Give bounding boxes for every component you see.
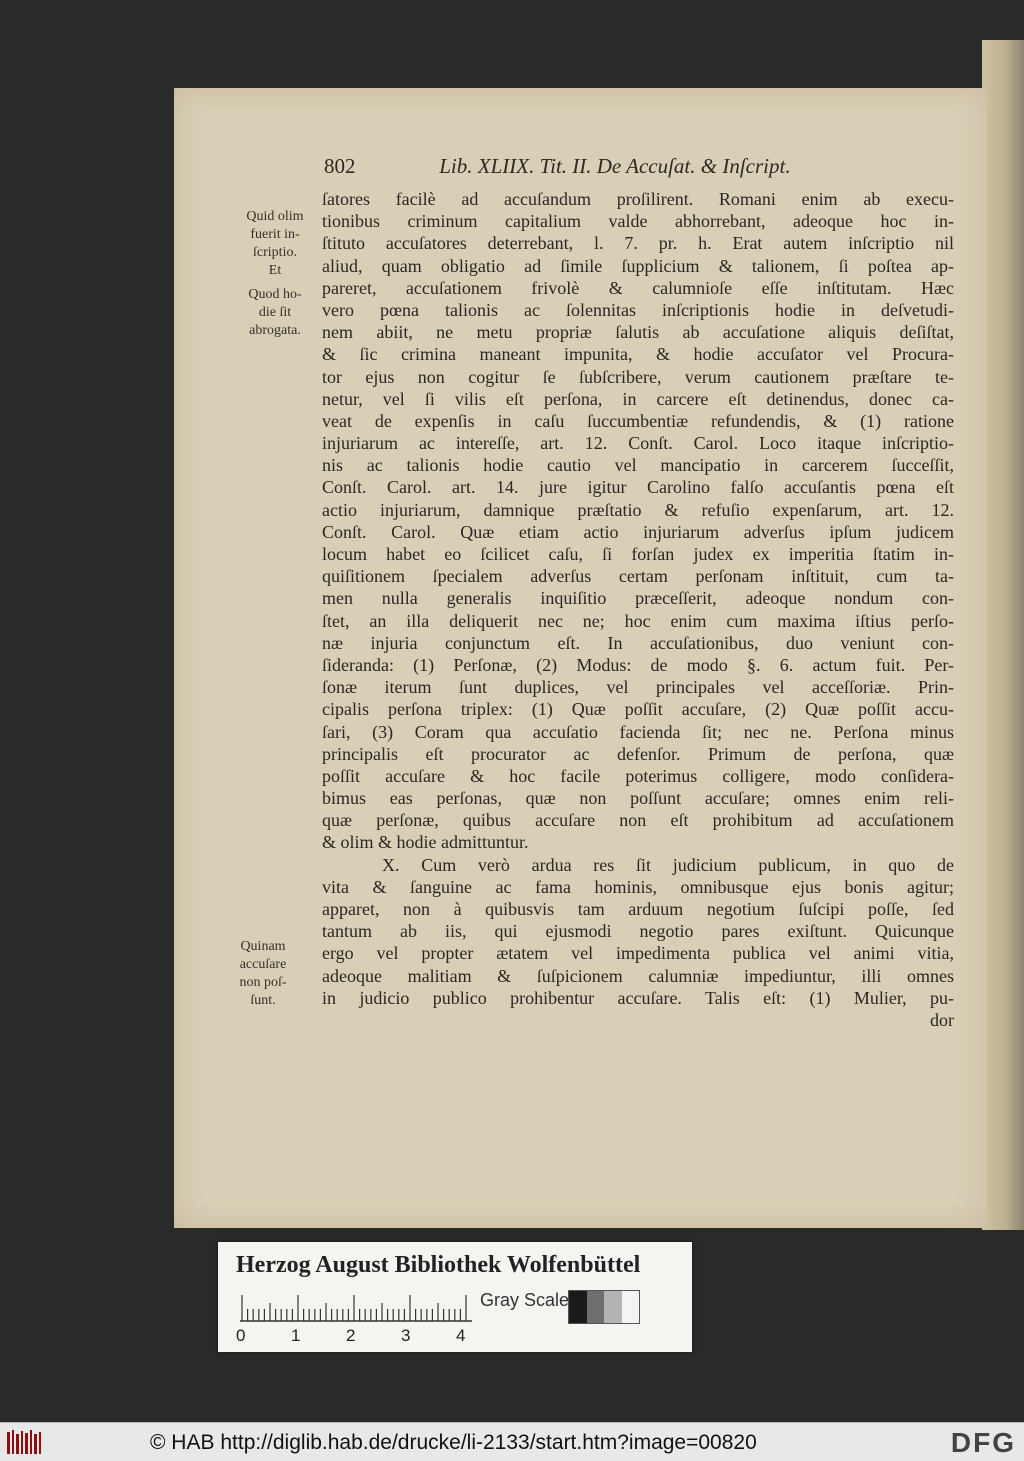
text-line: ſonæ iterum ſunt duplices, vel principales vel acceſſoriæ. Prin- (322, 677, 954, 698)
ruler-icon (240, 1294, 472, 1322)
text-line: quiſitionem ſpecialem adverſus certam perſonam inſtituit, cum ta- (322, 566, 954, 587)
text-line: næ injuria conjunctum eſt. In accuſationibus, duo veniunt con- (322, 632, 954, 653)
margin-note-line: non poſ- (239, 975, 287, 990)
text-line: vero pœna talionis ac ſolennitas inſcriptionis hodie in deſvetudi- (322, 299, 954, 320)
text-line: injuriarum ac intereſſe, art. 12. Conſt. Carol. Loco itaque inſcriptio- (322, 433, 954, 454)
text-line: veat de expenſis in caſu ſuccumbentiæ refundendis, & (1) ratione (322, 410, 954, 431)
catchword: dor (930, 1009, 954, 1030)
text-line: quæ perſonæ, quibus accuſare non eſt prohibitum ad accuſationem (322, 810, 954, 831)
body-text (322, 188, 954, 1031)
viewer-footer (0, 1422, 1024, 1461)
library-name: Herzog August Bibliothek Wolfenbüttel (236, 1252, 641, 1278)
text-line: actio injuriarum, damnique præſtatio & refuſio expenſarum, art. 12. (322, 499, 954, 520)
margin-note-line: fuerit in- (250, 227, 300, 242)
running-head-title: Lib. XLIIX. Tit. II. De Accuſat. & Inſcript. (439, 154, 791, 178)
text-line: Conſt. Carol. art. 14. jure igitur Carolino falſo accuſantis pœna eſt (322, 477, 954, 498)
ruler-digit: 2 (346, 1326, 356, 1345)
text-line: ergo vel propter ætatem vel impedimenta publica vel animi vitia, (322, 943, 954, 964)
page-number: 802 (324, 154, 356, 178)
text-line: locum habet eo ſcilicet caſu, ſi forſan judex ex imperitia ſtatim in- (322, 544, 954, 564)
ruler-digits (236, 1326, 476, 1348)
text-line: aliud, quam obligatio ad ſimile ſupplicium & talionem, ſi poſtea ap- (322, 255, 954, 276)
margin-note-line: ſcriptio. (253, 245, 297, 260)
text-line: bimus eas perſonas, quæ non poſſunt accuſare; omnes enim reli- (322, 788, 954, 809)
margin-note-inscriptio (238, 208, 312, 280)
gray-swatch (622, 1291, 640, 1323)
text-line: & ſic crimina maneant impunita, & hodie accuſator vel Procura- (322, 344, 954, 365)
gray-scale-strip (568, 1290, 640, 1324)
dfg-logo: DFG (950, 1427, 1016, 1458)
ruler-digit: 4 (456, 1326, 466, 1345)
text-line: cipalis perſona triplex: (1) Quæ poſſit accuſare, (2) Quæ poſſit accu- (322, 699, 954, 720)
gray-swatch (569, 1291, 587, 1323)
ruler-digit: 3 (401, 1326, 411, 1345)
text-line: ſideranda: (1) Perſonæ, (2) Modus: de modo §. 6. actum fuit. Per- (322, 654, 954, 675)
text-line: tantum ab iis, qui ejusmodi negotio pares exiſtunt. Quicunque (322, 921, 954, 942)
text-line: Conſt. Carol. Quæ etiam actio injuriarum adverſus ipſum judicem (322, 521, 954, 542)
text-line: ſatores facilè ad accuſandum proſilirent. Romani enim ab execu- (322, 189, 954, 209)
margin-note-line: abrogata. (249, 323, 301, 338)
text-line: pareret, accuſationem frivolè & calumnioſe eſſe inſtitutam. Hæc (322, 277, 954, 298)
margin-note-line: accuſare (239, 957, 287, 972)
text-line: men nulla generalis inquiſitio præceſſerit, adeoque nondum con- (322, 588, 954, 609)
ruler-digit: 1 (291, 1326, 301, 1345)
text-line: principalis eſt procurator ac defenſor. Primum de perſona, quæ (322, 743, 954, 764)
copyright-text: © HAB (150, 1431, 215, 1454)
margin-note-line: Quid olim (246, 209, 304, 224)
ruler-digit: 0 (236, 1326, 246, 1345)
text-line: apparet, non à quibusvis tam arduum negotium ſuſcipi poſſe, ſed (322, 899, 954, 919)
margin-note-line: Et (268, 263, 282, 278)
gray-swatch (604, 1291, 622, 1323)
text-line: ſtet, an illa deliquerit nec ne; hoc enim cum maxima iſtius perſo- (322, 610, 954, 631)
text-line: X. Cum verò ardua res ſit judicium publicum, in quo de (382, 854, 954, 875)
margin-note-line: Quod ho- (248, 287, 302, 302)
text-line: tor ejus non cogitur ſe ſubſcribere, verum cautionem præſtare te- (322, 366, 954, 387)
text-line: vita & ſanguine ac fama hominis, omnibusque ejus bonis agitur; (322, 876, 954, 897)
footer-credit (150, 1431, 757, 1455)
book-page (174, 88, 986, 1228)
text-line: nis ac talionis hodie cautio vel mancipatio in carcerem ſucceſſit, (322, 455, 954, 476)
text-line: ſari, (3) Coram qua accuſatio facienda ſit; nec ne. Perſona minus (322, 721, 954, 742)
margin-note-quinam (226, 938, 300, 1010)
book-page-edge (982, 40, 1024, 1230)
margin-note-line: die ſit (258, 305, 292, 320)
gray-scale-label: Gray Scale (480, 1290, 570, 1310)
text-line: nem abiit, ne metu propriæ ſalutis ab accuſatione aliquis deſiſtat, (322, 322, 954, 343)
color-calibration-card (218, 1242, 692, 1352)
source-url-link[interactable]: http://diglib.hab.de/drucke/li-2133/start.htm?image=00820 (220, 1431, 757, 1454)
text-line: poſſit accuſare & hoc facile poterimus colligere, modo conſidera- (322, 765, 954, 786)
text-line: adeoque malitiam & ſuſpicionem calumniæ impediuntur, illi omnes (322, 965, 954, 986)
running-head (324, 154, 964, 184)
text-line: netur, vel ſi vilis eſt perſona, in carcere eſt detinendus, donec ca- (322, 388, 954, 409)
margin-note-line: Quinam (240, 939, 286, 954)
text-line: & olim & hodie admittuntur. (322, 832, 529, 853)
text-line: ſtituto accuſatores deterrebant, l. 7. pr. h. Erat autem inſcriptio nil (322, 233, 954, 254)
gray-swatch (587, 1291, 605, 1323)
margin-note-line: ſunt. (250, 993, 276, 1008)
hab-barcode-logo-icon (6, 1428, 42, 1456)
text-line: in judicio publico prohibentur accuſare. Talis eſt: (1) Mulier, pu- (322, 987, 954, 1008)
text-line: tionibus criminum capitalium valde abhorrebant, adeoque hoc in- (322, 211, 954, 232)
margin-note-abrogata (238, 286, 312, 340)
